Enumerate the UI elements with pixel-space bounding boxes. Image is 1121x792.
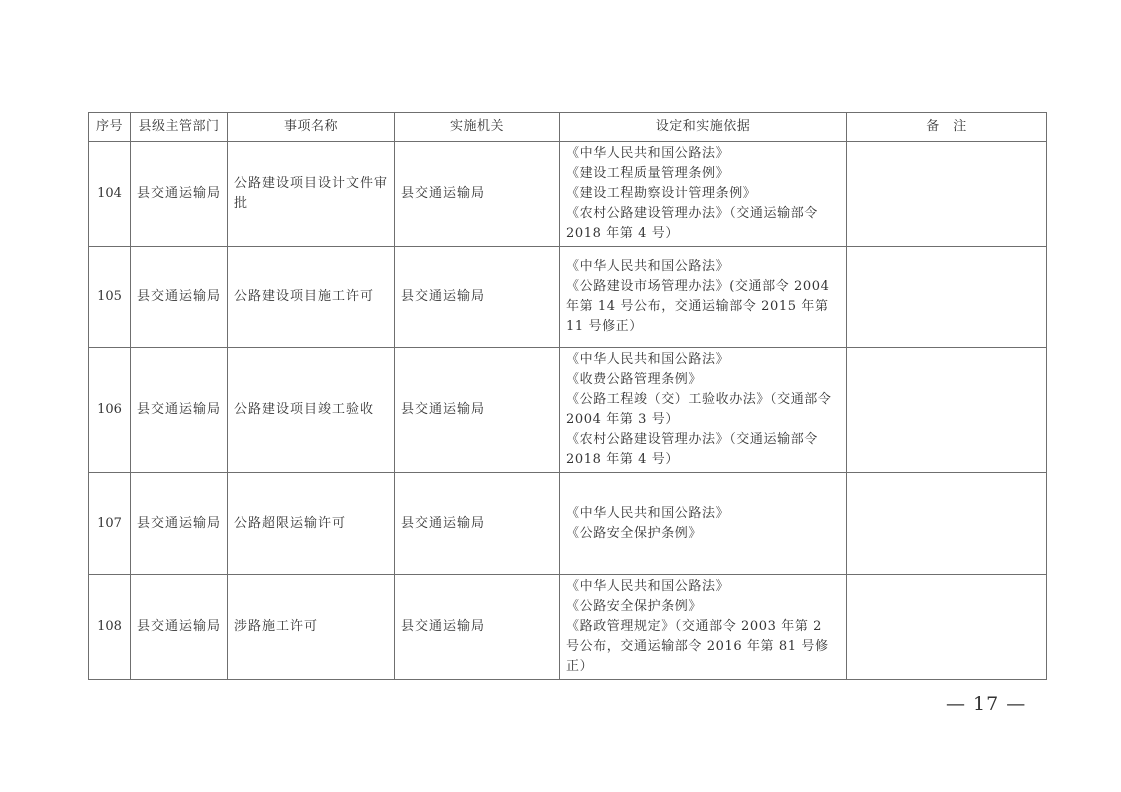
cell-remark — [847, 348, 1047, 473]
cell-implementing-org: 县交通运输局 — [395, 142, 560, 247]
header-dept: 县级主管部门 — [131, 113, 228, 142]
table-row — [89, 142, 1047, 247]
cell-no: 104 — [89, 142, 131, 247]
cell-implementing-org: 县交通运输局 — [395, 473, 560, 575]
cell-no: 107 — [89, 473, 131, 575]
table-row — [89, 348, 1047, 473]
basis-line: 《中华人民共和国公路法》 — [566, 505, 730, 521]
cell-item-name: 公路建设项目竣工验收 — [228, 348, 395, 473]
cell-no: 105 — [89, 247, 131, 348]
table-row — [89, 575, 1047, 680]
cell-dept: 县交通运输局 — [131, 247, 228, 348]
cell-basis — [560, 142, 847, 247]
header-no: 序号 — [89, 113, 131, 142]
basis-line: 《建设工程勘察设计管理条例》 — [566, 186, 757, 201]
basis-line: 《中华人民共和国公路法》 — [566, 579, 730, 594]
basis-line: 《公路建设市场管理办法》(交通部令 2004 年第 14 号公布，交通运输部令 2015 年第 11 号修正） — [566, 279, 830, 334]
basis-line: 《中华人民共和国公路法》 — [566, 352, 730, 367]
cell-remark — [847, 142, 1047, 247]
cell-dept: 县交通运输局 — [131, 575, 228, 680]
basis-line: 《收费公路管理条例》 — [566, 372, 703, 387]
basis-line: 《农村公路建设管理办法》（交通运输部令 2018 年第 4 号） — [566, 432, 818, 467]
header-implementing-org: 实施机关 — [395, 113, 560, 142]
basis-line: 《农村公路建设管理办法》（交通运输部令 2018 年第 4 号） — [566, 206, 818, 241]
basis-line: 《公路安全保护条例》 — [566, 599, 703, 614]
cell-item-name: 公路建设项目施工许可 — [228, 247, 395, 348]
basis-line: 《建设工程质量管理条例》 — [566, 166, 730, 181]
cell-dept: 县交通运输局 — [131, 473, 228, 575]
basis-line: 《路政管理规定》（交通部令 2003 年第 2 号公布，交通运输部令 2016 年第 81 号修正） — [566, 619, 829, 674]
basis-line: 《公路工程竣（交）工验收办法》（交通部令 2004 年第 3 号） — [566, 392, 832, 427]
cell-implementing-org: 县交通运输局 — [395, 247, 560, 348]
cell-item-name: 公路超限运输许可 — [228, 473, 395, 575]
cell-no: 108 — [89, 575, 131, 680]
cell-implementing-org: 县交通运输局 — [395, 348, 560, 473]
cell-basis — [560, 247, 847, 348]
basis-line: 《中华人民共和国公路法》 — [566, 146, 730, 161]
cell-dept: 县交通运输局 — [131, 348, 228, 473]
header-item-name: 事项名称 — [228, 113, 395, 142]
header-remark: 备 注 — [847, 113, 1047, 142]
cell-basis — [560, 473, 847, 575]
cell-no: 106 — [89, 348, 131, 473]
basis-line: 《中华人民共和国公路法》 — [566, 259, 730, 274]
cell-dept: 县交通运输局 — [131, 142, 228, 247]
table-header-row — [89, 113, 1047, 142]
approval-items-table-container — [88, 112, 1046, 680]
cell-implementing-org: 县交通运输局 — [395, 575, 560, 680]
cell-basis — [560, 348, 847, 473]
page-number: — 17 — — [946, 693, 1027, 715]
cell-remark — [847, 247, 1047, 348]
table-row — [89, 247, 1047, 348]
cell-basis — [560, 575, 847, 680]
table-row — [89, 473, 1047, 575]
cell-remark — [847, 575, 1047, 680]
basis-line: 《公路安全保护条例》 — [566, 525, 703, 541]
cell-item-name: 涉路施工许可 — [228, 575, 395, 680]
cell-remark — [847, 473, 1047, 575]
approval-items-table — [88, 112, 1047, 680]
cell-item-name: 公路建设项目设计文件审批 — [228, 142, 395, 247]
header-basis: 设定和实施依据 — [560, 113, 847, 142]
